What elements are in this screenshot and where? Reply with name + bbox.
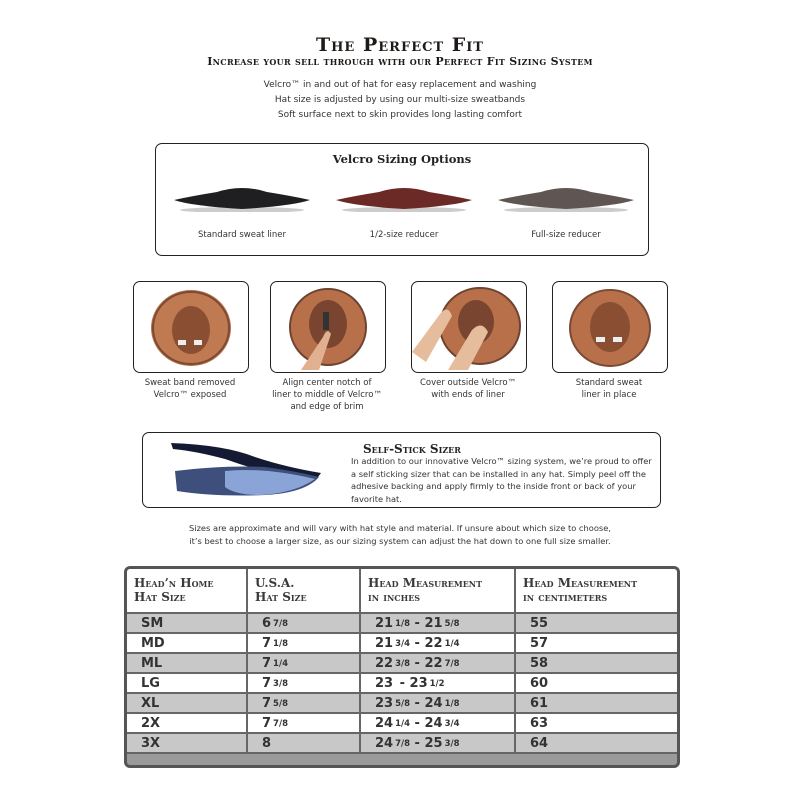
table-row	[127, 633, 677, 653]
cell-hnh-size: MD	[127, 633, 247, 653]
cell-centimeters: 58	[515, 653, 677, 673]
step-4-label: Standard sweat liner in place	[575, 378, 643, 400]
step-2-image	[270, 281, 386, 373]
cell-hnh-size: 2X	[127, 713, 247, 733]
table-row	[127, 673, 677, 693]
cell-usa-size: 7 1/8	[247, 633, 360, 653]
cell-inches: 24 1/4 - 24 3/4	[360, 713, 515, 733]
step-4-image	[552, 281, 668, 373]
table-row	[127, 613, 677, 633]
cell-inches: 23 - 23 1/2	[360, 673, 515, 693]
cell-inches: 21 3/4 - 22 1/4	[360, 633, 515, 653]
cell-inches: 22 3/8 - 22 7/8	[360, 653, 515, 673]
step-2-label: Align center notch of liner to middle of Velcro™ and edge of brim	[272, 378, 382, 412]
step-3-image	[411, 281, 527, 373]
cell-inches: 23 5/8 - 24 1/8	[360, 693, 515, 713]
cell-usa-size: 8	[247, 733, 360, 753]
table-row	[127, 693, 677, 713]
cell-usa-size: 7 7/8	[247, 713, 360, 733]
table-row	[127, 713, 677, 733]
cell-usa-size: 7 1/4	[247, 653, 360, 673]
option-label: 1/2-size reducer	[369, 230, 439, 240]
velcro-options-title: Velcro Sizing Options	[332, 152, 472, 166]
self-stick-panel	[142, 432, 661, 508]
size-table	[127, 569, 677, 754]
cell-usa-size: 7 3/8	[247, 673, 360, 693]
page-subtitle: Increase your sell through with our Perfect Fit Sizing System	[207, 55, 593, 68]
sizing-note: Sizes are approximate and will vary with hat style and material. If unsure about which size to choose, it’s best to choose a larger size, as our sizing system can adjust the hat down to one full size smaller.	[189, 523, 611, 546]
cell-hnh-size: ML	[127, 653, 247, 673]
cell-hnh-size: SM	[127, 613, 247, 633]
page-title: The Perfect Fit	[316, 34, 484, 56]
option-label: Standard sweat liner	[197, 230, 287, 240]
velcro-options-panel	[155, 143, 649, 256]
step-3-label: Cover outside Velcro™ with ends of liner	[419, 378, 517, 400]
step-1-image	[133, 281, 249, 373]
feature-item: Hat size is adjusted by using our multi-size sweatbands	[274, 95, 526, 105]
self-stick-title: Self-Stick Sizer	[363, 442, 461, 456]
table-row	[127, 653, 677, 673]
cell-centimeters: 57	[515, 633, 677, 653]
cell-centimeters: 64	[515, 733, 677, 753]
half-size-reducer-image	[334, 182, 474, 212]
step-1-label: Sweat band removed Velcro™ exposed	[144, 378, 236, 400]
cell-inches: 21 1/8 - 21 5/8	[360, 613, 515, 633]
cell-centimeters: 55	[515, 613, 677, 633]
option-label: Full-size reducer	[531, 230, 601, 240]
self-stick-description: In addition to our innovative Velcro™ sizing system, we’re proud to offer a self sticking sizer that can be installed in any hat. Simply peel off the adhesive backing and apply firmly to the inside front or back of your favorite hat.	[351, 456, 652, 504]
standard-liner-image	[172, 182, 312, 212]
size-chart	[124, 566, 680, 768]
self-stick-sizer-image	[165, 437, 325, 501]
feature-item: Soft surface next to skin provides long lasting comfort	[277, 110, 523, 120]
header-centimeters: Head Measurement in centimeters	[515, 569, 677, 613]
cell-hnh-size: XL	[127, 693, 247, 713]
header-inches: Head Measurement in inches	[360, 569, 515, 613]
feature-item: Velcro™ in and out of hat for easy replacement and washing	[263, 80, 537, 90]
cell-inches: 24 7/8 - 25 3/8	[360, 733, 515, 753]
cell-centimeters: 61	[515, 693, 677, 713]
table-row	[127, 733, 677, 753]
cell-usa-size: 7 5/8	[247, 693, 360, 713]
cell-centimeters: 63	[515, 713, 677, 733]
cell-usa-size: 6 7/8	[247, 613, 360, 633]
full-size-reducer-image	[496, 182, 636, 212]
header-hnh-size: Head’n Home Hat Size	[127, 569, 247, 613]
header-usa-size: U.S.A. Hat Size	[247, 569, 360, 613]
cell-hnh-size: 3X	[127, 733, 247, 753]
feature-list	[0, 78, 800, 123]
table-header-row	[127, 569, 677, 613]
cell-hnh-size: LG	[127, 673, 247, 693]
cell-centimeters: 60	[515, 673, 677, 693]
